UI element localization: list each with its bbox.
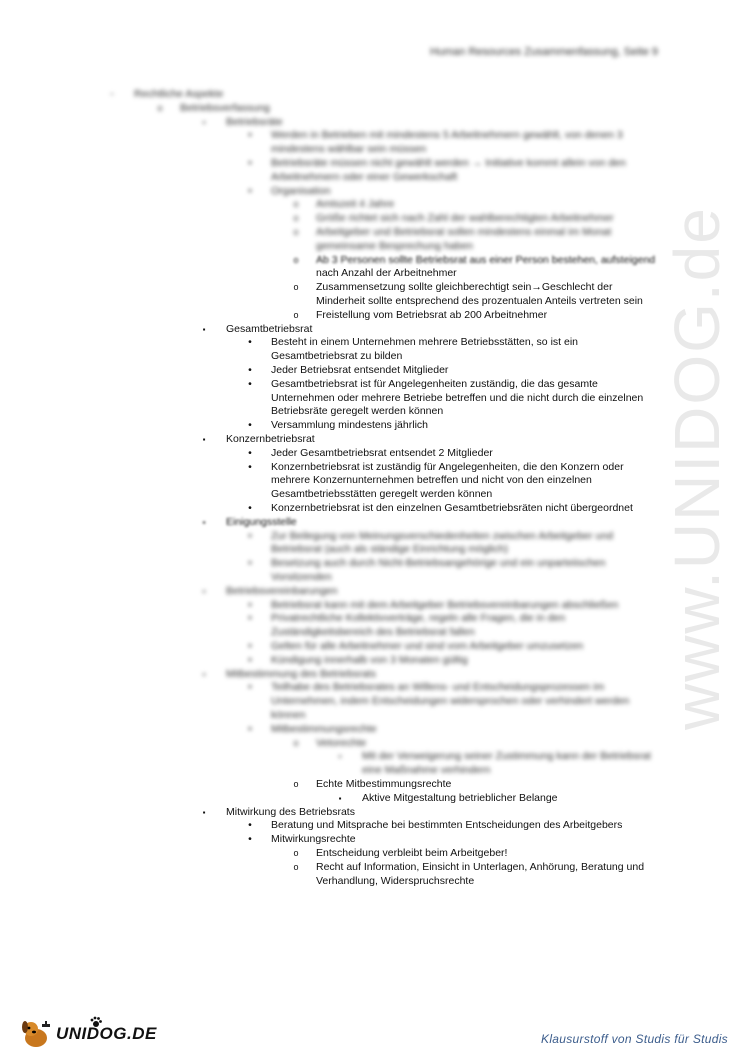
- bullet-marker: •: [248, 446, 252, 459]
- bullet-marker: •: [248, 640, 252, 652]
- footer-logo[interactable]: [18, 1016, 178, 1052]
- footer-tagline: Klausurstoff von Studis für Studis: [541, 1032, 728, 1046]
- bullet-marker: •: [248, 336, 252, 349]
- line-text: Rechtliche Aspekte: [134, 88, 224, 100]
- bullet-marker: o: [293, 227, 299, 237]
- dog-icon: [18, 1016, 54, 1052]
- line-text: Gesamtbetriebsstätten geregelt werden können: [271, 488, 493, 501]
- line-text: Konzernbetriebsrat ist den einzelnen Gesamtbetriebsräten nicht übergeordnet: [271, 502, 633, 514]
- line-text: eine Maßnahme verhindern: [362, 764, 491, 777]
- bullet-marker: •: [248, 419, 252, 432]
- line-text: Privatrechtliche Kollektivverträge, regeln alle Fragen, die in den: [271, 612, 566, 625]
- bullet-marker: ▪: [338, 793, 342, 803]
- logo-text: UNIDOG.DE: [56, 1024, 157, 1043]
- line-text: Konzernbetriebsrat ist zuständig für Angelegenheiten, die den Konzern oder: [271, 460, 624, 473]
- bullet-marker: •: [248, 364, 252, 376]
- bullet-marker: -: [110, 88, 114, 100]
- line-text: Freistellung vom Betriebsrat ab 200 Arbeitnehmer: [316, 308, 548, 321]
- line-text: Zusammensetzung sollte gleichberechtigt sein→Geschlecht der: [316, 281, 613, 294]
- bullet-marker: •: [248, 557, 252, 570]
- line-text: Ab 3 Personen sollte Betriebsrat aus einer Person bestehen, aufsteigend: [316, 253, 656, 266]
- line-text: Besetzung auch durch Nicht-Betriebsangehörige und ein unparteiischen: [271, 557, 606, 570]
- line-text: Werden in Betrieben mit mindestens 5 Arbeitnehmern gewählt, von denen 3: [271, 129, 623, 142]
- line-text: Aktive Mitgestaltung betrieblicher Belange: [362, 791, 558, 804]
- bullet-marker: •: [248, 722, 252, 735]
- line-text: Einigungsstelle: [226, 515, 297, 528]
- bullet-marker: o: [293, 213, 299, 224]
- line-text: Organisation: [271, 184, 331, 197]
- bullet-marker: •: [248, 653, 252, 666]
- line-text: Zuständigkeitsbereich des Betriebsrat fallen: [271, 626, 475, 639]
- line-text: Besteht in einem Unternehmen mehrere Betriebsstätten, so ist ein: [271, 336, 578, 349]
- bullet-marker: ▪: [202, 807, 206, 817]
- bullet-marker: ▪: [202, 435, 206, 444]
- line-text: Arbeitgeber und Betriebsrat sollen mindestens einmal im Monat: [316, 226, 612, 238]
- bullet-marker: o: [293, 199, 299, 210]
- line-text: Unternehmen, indem Entscheidungen widersprochen oder verhindert werden: [271, 695, 630, 708]
- line-text: gemeinsame Besprechung haben: [316, 239, 474, 252]
- line-text: Mitwirkungsrechte: [271, 833, 356, 846]
- bullet-marker: o: [293, 254, 299, 265]
- line-text: Gelten für alle Arbeitnehmer und sind vom Arbeitgeber umzusetzen: [271, 640, 584, 652]
- bullet-marker: •: [248, 833, 252, 846]
- bullet-marker: •: [248, 129, 252, 142]
- bullet-marker: o: [293, 737, 299, 748]
- bullet-marker: o: [157, 102, 163, 113]
- line-text: Betriebsverfassung: [180, 101, 270, 114]
- line-text: Betriebsvereinbarungen: [226, 584, 338, 597]
- line-text: Amtszeit 4 Jahre: [316, 198, 395, 211]
- bullet-marker: •: [248, 184, 252, 197]
- line-text: Vorsitzenden: [271, 571, 332, 583]
- page-header: Human Resources Zusammenfassung, Seite 9: [429, 46, 658, 58]
- bullet-marker: o: [293, 861, 299, 872]
- line-text: Gesamtbetriebsrat: [226, 322, 313, 335]
- line-text: Jeder Gesamtbetriebsrat entsendet 2 Mitglieder: [271, 446, 493, 459]
- line-text: Betriebsräte: [226, 115, 283, 128]
- line-text: Zur Beilegung von Meinungsverschiedenheiten zwischen Arbeitgeber und: [271, 529, 614, 542]
- line-text: Recht auf Information, Einsicht in Unterlagen, Anhörung, Beratung und: [316, 860, 645, 873]
- line-text: Beratung und Mitsprache bei bestimmten Entscheidungen des Arbeitgebers: [271, 819, 623, 832]
- line-text: Jeder Betriebsrat entsendet Mitglieder: [271, 364, 449, 376]
- line-text: Echte Mitbestimmungsrechte: [316, 778, 452, 790]
- line-text: Versammlung mindestens jährlich: [271, 419, 428, 432]
- line-text: können: [271, 709, 306, 721]
- line-text: Entscheidung verbleibt beim Arbeitgeber!: [316, 847, 508, 859]
- bullet-marker: •: [248, 460, 252, 473]
- bullet-marker: ▪: [202, 669, 206, 679]
- line-text: Vetorechte: [316, 736, 367, 749]
- watermark-text: www.UNIDOG.de: [661, 206, 733, 730]
- bullet-marker: ▪: [202, 517, 206, 527]
- bullet-marker: o: [293, 779, 299, 789]
- bullet-marker: o: [293, 282, 299, 293]
- bullet-marker: •: [248, 157, 252, 169]
- bullet-marker: ▪: [338, 752, 342, 762]
- line-text: Mitwirkung des Betriebsrats: [226, 805, 355, 818]
- line-text: mindestens wählbar sein müssen: [271, 143, 427, 156]
- line-text: Betriebsräte müssen nicht gewählt werden → Initiative kommt allein von den: [271, 157, 626, 169]
- bullet-marker: ▪: [202, 586, 206, 596]
- line-text: Größe richtet sich nach Zahl der wahlberechtigten Arbeitnehmer: [316, 212, 614, 225]
- bullet-marker: ▪: [202, 324, 206, 334]
- line-text: Arbeitnehmern oder einer Gewerkschaft: [271, 170, 458, 183]
- bullet-marker: •: [248, 598, 252, 611]
- bullet-marker: •: [248, 612, 252, 625]
- bullet-marker: •: [248, 377, 252, 390]
- line-text: Betriebsrat (auch als ständige Einrichtung möglich): [271, 543, 508, 556]
- bullet-marker: •: [248, 819, 252, 832]
- line-text: Mitbestimmungsrechte: [271, 722, 377, 735]
- bullet-marker: •: [248, 681, 252, 694]
- bullet-marker: ▪: [202, 117, 206, 127]
- line-text: Kündigung innerhalb von 3 Monaten gültig: [271, 653, 468, 666]
- bullet-marker: o: [293, 309, 299, 320]
- line-text: Gesamtbetriebsrat ist für Angelegenheiten zuständig, die das gesamte: [271, 377, 598, 390]
- bullet-marker: •: [248, 529, 252, 542]
- line-text: Unternehmen oder mehrere Betriebe betreffen und die nicht durch die einzelnen: [271, 391, 644, 404]
- line-text: Mitbestimmung des Betriebsrats: [226, 667, 376, 680]
- line-text: Konzernbetriebsrat: [226, 433, 315, 445]
- line-text: Verhandlung, Widerspruchsrechte: [316, 874, 475, 887]
- line-text: Teilhabe des Betriebsrates an Willens- und Entscheidungsprozessen im: [271, 681, 605, 694]
- watermark: [650, 206, 750, 750]
- line-text: Minderheit sollte entsprechend des prozentualen Anteils vertreten sein: [316, 295, 643, 307]
- line-text: Betriebsräte geregelt werden können: [271, 405, 444, 418]
- line-text: Mit der Verweigerung seiner Zustimmung kann der Betriebsrat: [362, 750, 651, 763]
- line-text: Gesamtbetriebsrat zu bilden: [271, 350, 403, 363]
- bullet-marker: •: [248, 502, 252, 514]
- bullet-marker: o: [293, 848, 299, 858]
- line-text: mehrere Konzernunternehmen betreffen und nicht von den einzelnen: [271, 474, 592, 487]
- line-text: nach Anzahl der Arbeitnehmer: [316, 267, 457, 280]
- line-text: Betriebsrat kann mit dem Arbeitgeber Betriebsvereinbarungen abschließen: [271, 598, 619, 611]
